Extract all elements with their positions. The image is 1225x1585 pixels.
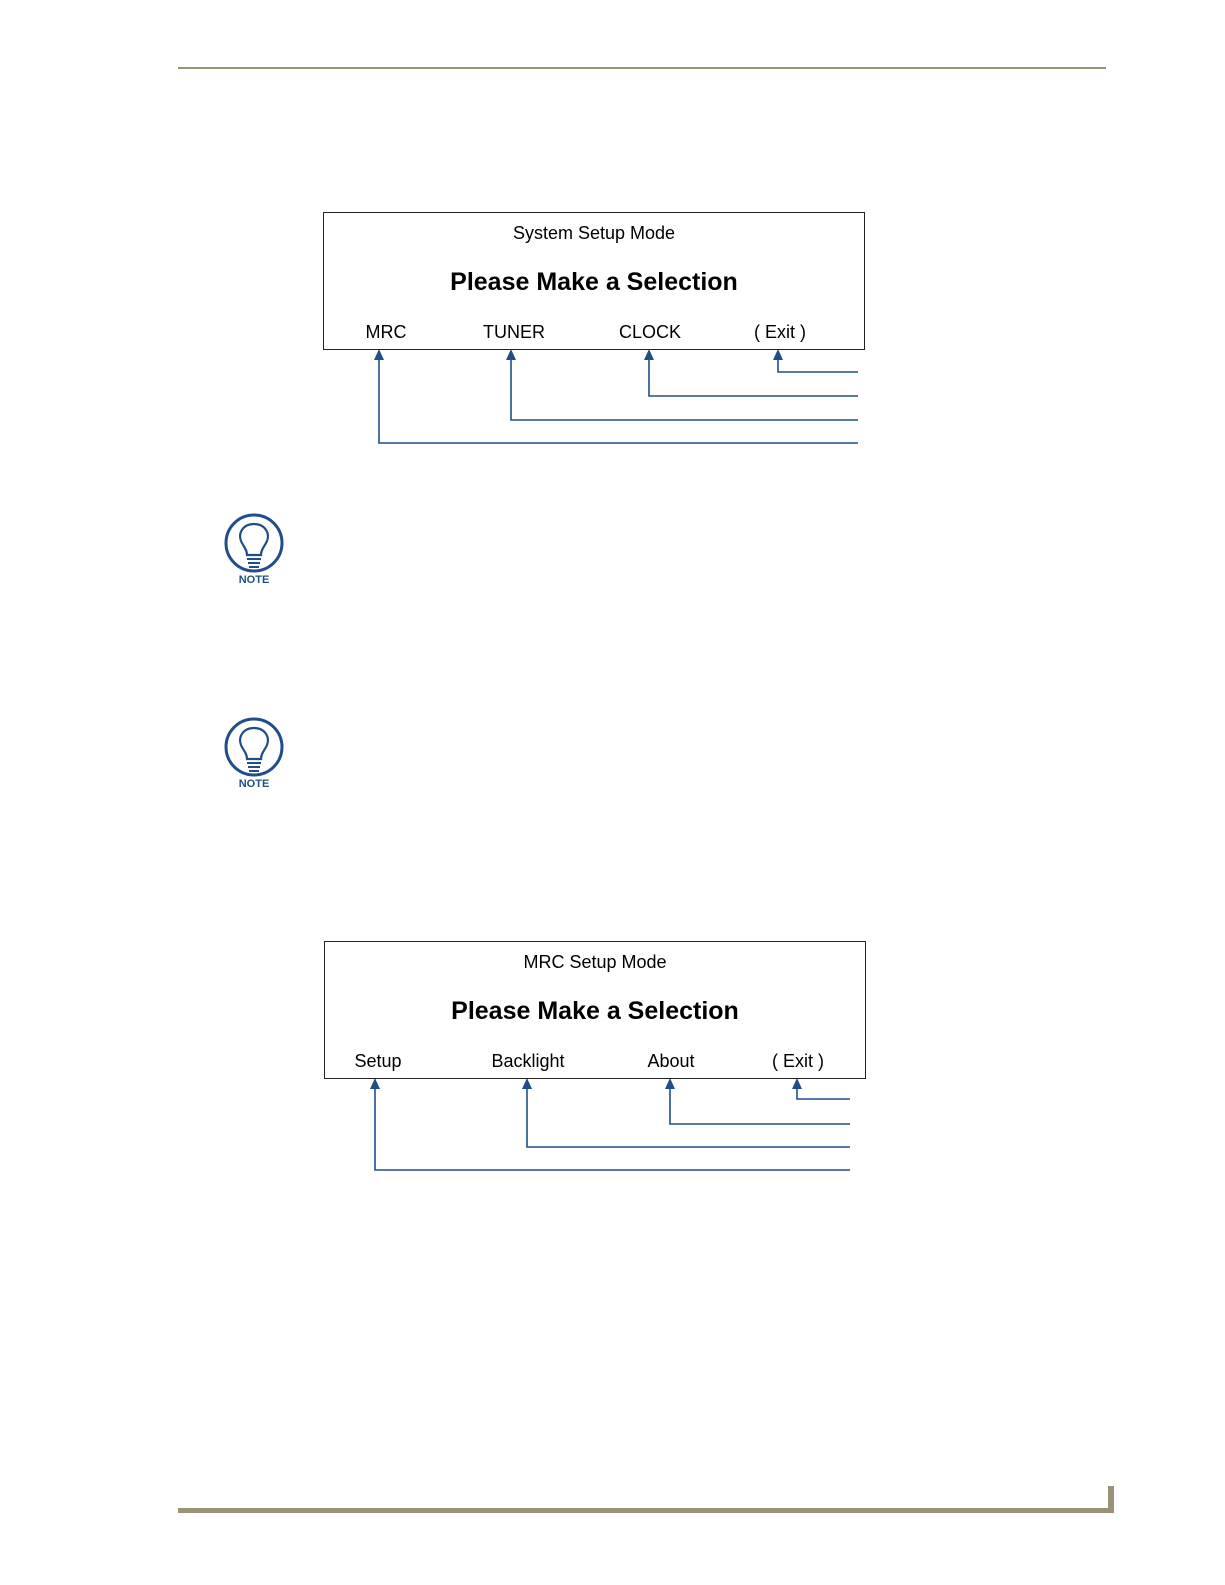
callout-arrow-mrc xyxy=(374,349,384,360)
footer-rule xyxy=(178,1508,1114,1513)
callout-arrow-setup xyxy=(370,1078,380,1089)
option-tuner: TUNER xyxy=(483,322,545,342)
footer-rule-tick xyxy=(1108,1486,1114,1513)
lightbulb-icon xyxy=(219,512,289,574)
callout-line-exit-2 xyxy=(797,1089,850,1099)
mode-title: MRC Setup Mode xyxy=(523,952,667,972)
option-backlight: Backlight xyxy=(491,1051,565,1071)
callout-line-tuner xyxy=(511,360,858,420)
selection-prompt: Please Make a Selection xyxy=(450,268,738,296)
callout-arrow-backlight xyxy=(522,1078,532,1089)
option-mrc: MRC xyxy=(365,322,407,342)
lightbulb-icon xyxy=(219,716,289,778)
callout-arrow-exit xyxy=(773,349,783,360)
callout-line-backlight xyxy=(527,1089,850,1147)
callout-arrow-clock xyxy=(644,349,654,360)
mrc-setup-display xyxy=(324,941,866,1079)
callout-arrow-tuner xyxy=(506,349,516,360)
option-exit: ( Exit ) xyxy=(772,1051,824,1071)
callout-arrow-about xyxy=(665,1078,675,1089)
callout-line-setup xyxy=(375,1089,850,1170)
note-label: NOTE xyxy=(238,778,270,790)
option-clock: CLOCK xyxy=(618,322,682,342)
note-callout xyxy=(219,716,289,796)
note-label: NOTE xyxy=(238,574,270,586)
option-setup: Setup xyxy=(354,1051,402,1071)
selection-prompt: Please Make a Selection xyxy=(451,997,739,1025)
callout-line-about xyxy=(670,1089,850,1124)
callout-line-exit xyxy=(778,360,858,372)
callout-arrow-exit-2 xyxy=(792,1078,802,1089)
callout-line-clock xyxy=(649,360,858,396)
option-exit: ( Exit ) xyxy=(754,322,806,342)
note-callout xyxy=(219,512,289,592)
option-about: About xyxy=(647,1051,695,1071)
mode-title: System Setup Mode xyxy=(512,223,676,243)
